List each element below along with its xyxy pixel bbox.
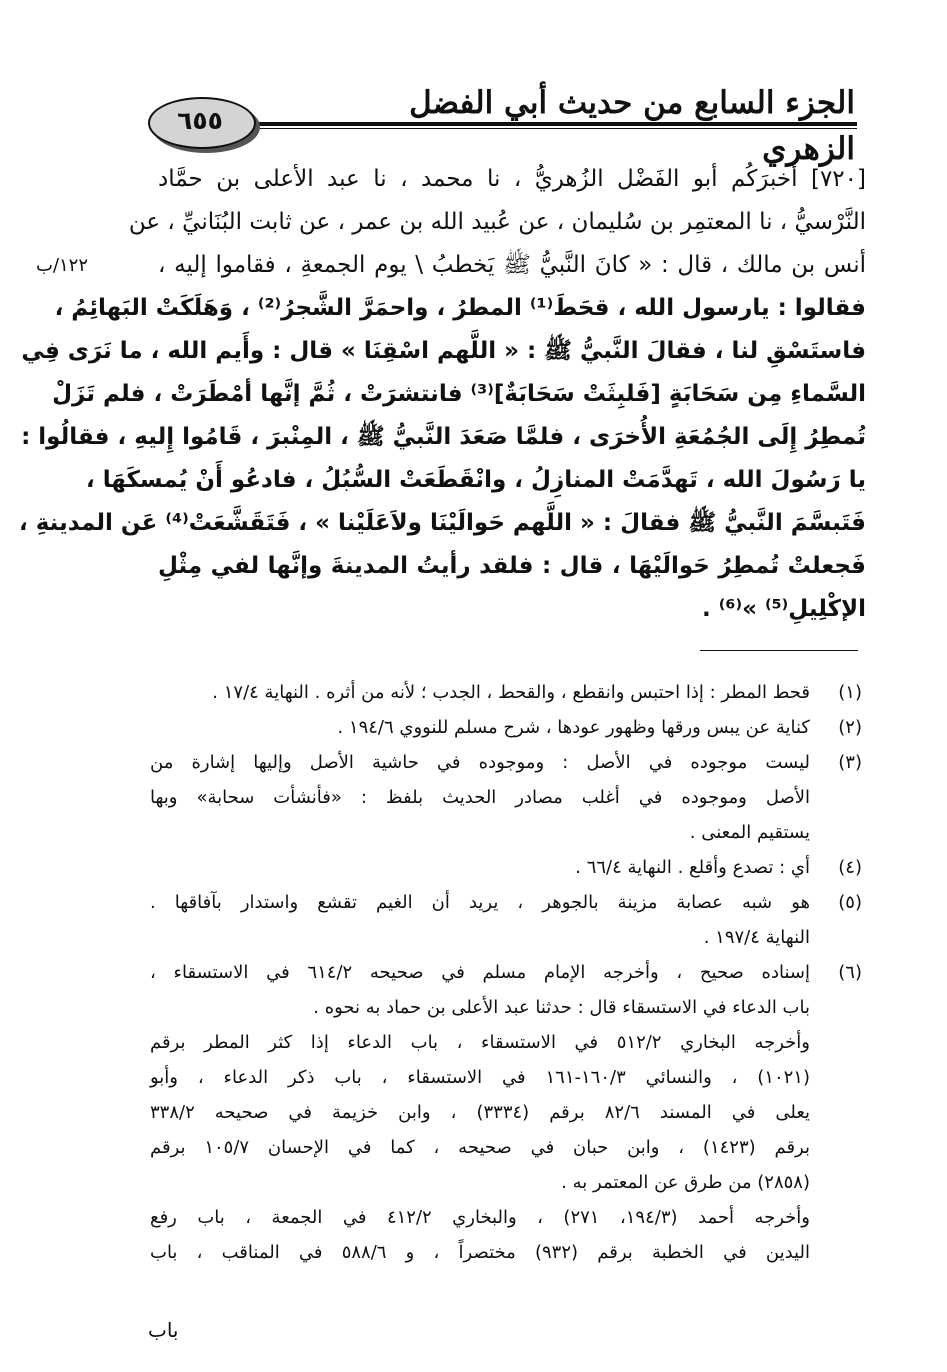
footnote — [150, 955, 862, 1270]
footnote-number: (٢) — [838, 717, 862, 738]
footnote-number: (٥) — [838, 892, 862, 913]
hadith-line: [٧٢٠] أخبرَكُم أبو الفَضْل الزُهريُّ ، نا محمد ، نا عبد الأعلى بن حمَّاد — [158, 166, 866, 192]
footnote-number: (١) — [838, 682, 862, 703]
footnote-line: قحط المطر : إذا احتبس وانقطع ، والقحط ، الجدب ؛ لأنه من أثره . النهاية ١٧/٤ . — [212, 682, 810, 703]
footnote-line: (١٠٢١) ، والنسائي ١٦٠/٣-١٦١ في الاستسقاء ، باب ذكر الدعاء ، وأبو — [150, 1067, 810, 1088]
footnote — [150, 885, 862, 955]
footnote-line: باب الدعاء في الاستسقاء قال : حدثنا عبد الأعلى بن حماد به نحوه . — [313, 997, 810, 1018]
hadith-line: الإكْلِيلِ⁽⁵⁾ »⁽⁶⁾ . — [702, 596, 866, 622]
hadith-line: النَّرْسيُّ ، نا المعتمِر بن سُليمان ، عن عُبيد الله بن عمر ، عن ثابت البُنَانيِّ ، عن — [128, 209, 866, 235]
footnote-number: (٣) — [838, 752, 862, 773]
footnote-line: هو شبه عصابة مزينة بالجوهر ، يريد أن الغيم تقشع واستدار بآفاقها . — [150, 892, 810, 913]
footnote-line: برقم (١٤٢٣) ، وابن حبان في صحيحه ، كما في الإحسان ١٠٥/٧ برقم — [150, 1137, 810, 1158]
footnote-line: الأصل وموجوده في أغلب مصادر الحديث بلفظ : «فأنشأت سحابة» وبها — [150, 787, 810, 808]
hadith-line: أنس بن مالك ، قال : « كانَ النَّبيُّ ﷺ يَخطبُ \ يوم الجمعةِ ، فقاموا إليه ، — [158, 252, 866, 278]
header-rule — [150, 122, 857, 126]
running-header-title: الجزء السابع من حديث أبي الفضل الزهري — [409, 85, 855, 167]
hadith-line: السَّماءِ مِن سَحَابَةٍ [فَلبِثَتْ سَحَابَةٌ]⁽³⁾ فانتشرَتْ ، ثُمَّ إنَّها أمْطَرَتْ ، فلم تَزَلْ — [52, 381, 866, 407]
hadith-line: فاستَسْقِ لنا ، فقالَ النَّبيُّ ﷺ : « اللَّهم اسْقِنَا » قال : وأَيم الله ، ما نَرَى فِي — [21, 338, 866, 364]
footnote-line: النهاية ١٩٧/٤ . — [703, 927, 810, 948]
footnote-number: (٦) — [838, 962, 862, 983]
hadith-line: فَتَبسَّمَ النَّبيُّ ﷺ فقالَ : « اللَّهم حَوالَيْنَا ولاَعَلَيْنا » ، فَتَقَشَّعَتْ⁽⁴⁾ عَن المدينةِ ، — [18, 510, 866, 536]
manuscript-folio-note: ١٢٢/ب — [36, 255, 89, 276]
footnote-line: كناية عن يبس ورقها وظهور عودها ، شرح مسلم للنووي ١٩٤/٦ . — [337, 717, 810, 738]
footnote-line: ليست موجوده في الأصل : وموجوده في حاشية الأصل وإليها إشارة من — [150, 752, 810, 773]
footnotes — [150, 675, 862, 1270]
hadith-line: فَجعلتْ تُمطِرُ حَوالَيْهَا ، قال : فلقد رأيتُ المدينةَ وإنَّها لفي مِثْلِ — [158, 553, 866, 579]
footnote-line: يعلى في المسند ٨٢/٦ برقم (٣٣٣٤) ، وابن خزيمة في صحيحه ٣٣٨/٢ — [150, 1102, 811, 1123]
page-number: ٦٥٥ — [177, 106, 223, 135]
footnote — [150, 710, 862, 745]
footnote-line: وأخرجه أحمد (١٩٤/٣، ٢٧١) ، والبخاري ٤١٢/٢ في الجمعة ، باب رفع — [150, 1207, 810, 1228]
hadith-line: فقالوا : يارسول الله ، قحَطَ⁽¹⁾ المطرُ ، واحمَرَّ الشَّجرُ⁽²⁾ ، وَهَلَكَتْ البَهائِمُ ، — [54, 295, 866, 321]
footnote-line: وأخرجه البخاري ٥١٢/٢ في الاستسقاء ، باب الدعاء إذا كثر المطر برقم — [150, 1032, 810, 1053]
footnote-line: اليدين في الخطبة برقم (٩٣٢) مختصراً ، و ٥٨٨/٦ في المناقب ، باب — [150, 1242, 810, 1263]
hadith-line: تُمطِرُ إِلَى الجُمُعَةِ الأُخرَى ، فلمَّا صَعَدَ النَّبيُّ ﷺ ، المِنْبرَ ، قَامُوا إِليهِ ، فقالُوا : — [21, 424, 866, 450]
footnote — [150, 850, 862, 885]
hadith-line: يا رَسُولَ الله ، تَهدَّمَتْ المنازِلُ ، وانْقَطَعَتْ السُّبُلُ ، فادعُو أَنْ يُمسكَهَا ، — [85, 467, 866, 493]
footnote — [150, 745, 862, 850]
footnote-line: إسناده صحيح ، وأخرجه الإمام مسلم في صحيحه ٦١٤/٢ في الاستسقاء ، — [150, 962, 810, 983]
header-rule-thin — [150, 128, 857, 129]
footnote-separator — [700, 650, 858, 651]
footnote-line: يستقيم المعنى . — [689, 822, 810, 843]
footnote — [150, 675, 862, 710]
footnote-line: (٢٨٥٨) من طرق عن المعتمر به . — [561, 1172, 810, 1193]
footnote-line: أي : تصدع وأقلع . النهاية ٦٦/٤ . — [575, 857, 810, 878]
catchword: باب — [148, 1318, 179, 1342]
footnote-number: (٤) — [838, 857, 862, 878]
